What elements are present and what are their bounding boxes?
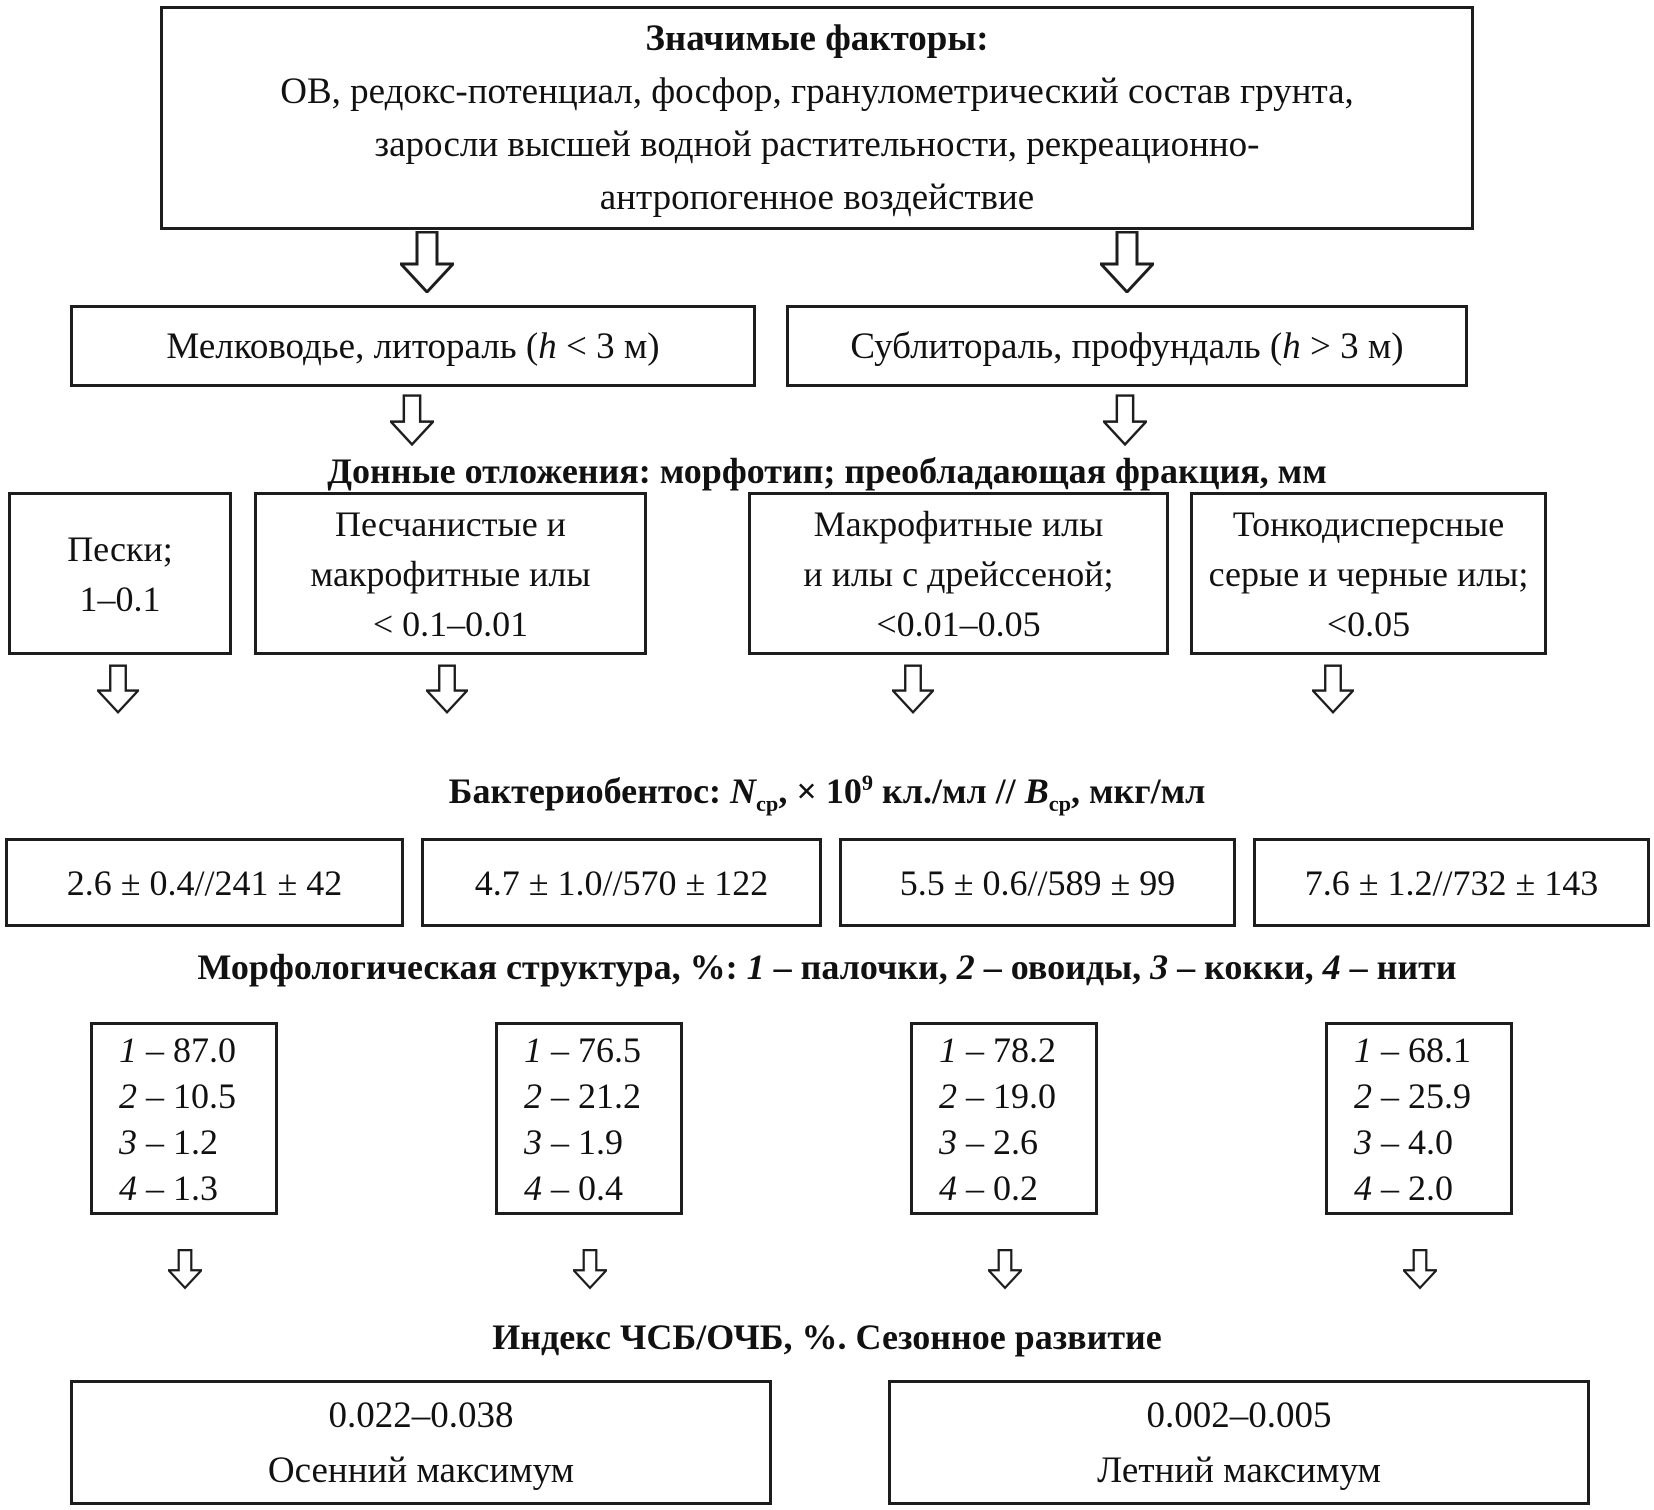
factors-title: Значимые факторы: [645, 18, 989, 59]
down-arrow-icon [892, 658, 934, 720]
factors-line-1: ОВ, редокс-потенциал, фосфор, гранулометрический состав грунта, [280, 71, 1354, 112]
down-arrow-icon [1100, 231, 1154, 293]
bacterio-value-box: 4.7 ± 1.0//570 ± 122 [421, 838, 822, 927]
down-arrow-icon [426, 658, 468, 720]
down-arrow-icon [573, 1240, 607, 1298]
down-arrow-icon [97, 658, 139, 720]
depth-variable: h [538, 325, 557, 367]
sediments-heading: Донные отложения: морфотип; преобладающая фракция, мм [327, 451, 1327, 491]
down-arrow-icon [1312, 658, 1354, 720]
down-arrow-icon [400, 231, 454, 293]
season-label: Осенний максимум [267, 1449, 575, 1491]
bacterio-value-box: 5.5 ± 0.6//589 ± 99 [839, 838, 1236, 927]
sediment-box-fine-silts: Тонкодисперсные серые и черные илы; <0.05 [1190, 492, 1547, 655]
significant-factors-box [160, 6, 1474, 230]
down-arrow-icon [168, 1240, 202, 1298]
season-label: Летний максимум [1097, 1449, 1381, 1491]
summer-maximum-box [888, 1380, 1590, 1505]
down-arrow-icon [988, 1240, 1022, 1298]
n-mean-variable: N [730, 771, 757, 811]
sediment-box-sands: Пески; 1–0.1 [8, 492, 232, 655]
morphology-heading: Морфологическая структура, %: 1 – палочки, 2 – овоиды, 3 – кокки, 4 – нити [197, 947, 1457, 987]
b-mean-variable: B [1024, 771, 1049, 811]
littoral-zone-label: Мелководье, литораль (h < 3 м) [166, 325, 660, 367]
bacterio-value-box: 7.6 ± 1.2//732 ± 143 [1253, 838, 1650, 927]
factors-line-3: антропогенное воздействие [599, 177, 1035, 218]
down-arrow-icon [390, 390, 434, 450]
bacterio-value-box: 2.6 ± 0.4//241 ± 42 [5, 838, 404, 927]
sediment-box-sandy-silts: Песчанистые и макрофитные илы < 0.1–0.01 [254, 492, 647, 655]
sediment-box-macrophyte-silts: Макрофитные илы и илы с дрейссеной; <0.01–0.05 [748, 492, 1169, 655]
morphology-box: 1 – 68.1 2 – 25.9 3 – 4.0 4 – 2.0 [1325, 1022, 1513, 1215]
index-range: 0.002–0.005 [1146, 1394, 1332, 1436]
sublittoral-zone-label: Сублитораль, профундаль (h > 3 м) [850, 325, 1404, 367]
down-arrow-icon [1103, 390, 1147, 450]
sublittoral-zone-box [786, 305, 1468, 387]
morphology-box: 1 – 78.2 2 – 19.0 3 – 2.6 4 – 0.2 [910, 1022, 1098, 1215]
morphology-box: 1 – 76.5 2 – 21.2 3 – 1.9 4 – 0.4 [495, 1022, 683, 1215]
index-heading: Индекс ЧСБ/ОЧБ, %. Сезонное развитие [492, 1317, 1162, 1357]
factors-line-2: заросли высшей водной растительности, рекреационно- [374, 124, 1260, 165]
index-range: 0.022–0.038 [328, 1394, 514, 1436]
depth-variable: h [1282, 325, 1301, 367]
autumn-maximum-box [70, 1380, 772, 1505]
bacteriobenthos-heading: Бактериобентос: $N_{ср}$, × $10^9$ $кл./мл // B_{ср}$, мкг/мл [448, 770, 1206, 817]
morphology-box: 1 – 87.0 2 – 10.5 3 – 1.2 4 – 1.3 [90, 1022, 278, 1215]
littoral-zone-box [70, 305, 756, 387]
down-arrow-icon [1403, 1240, 1437, 1298]
